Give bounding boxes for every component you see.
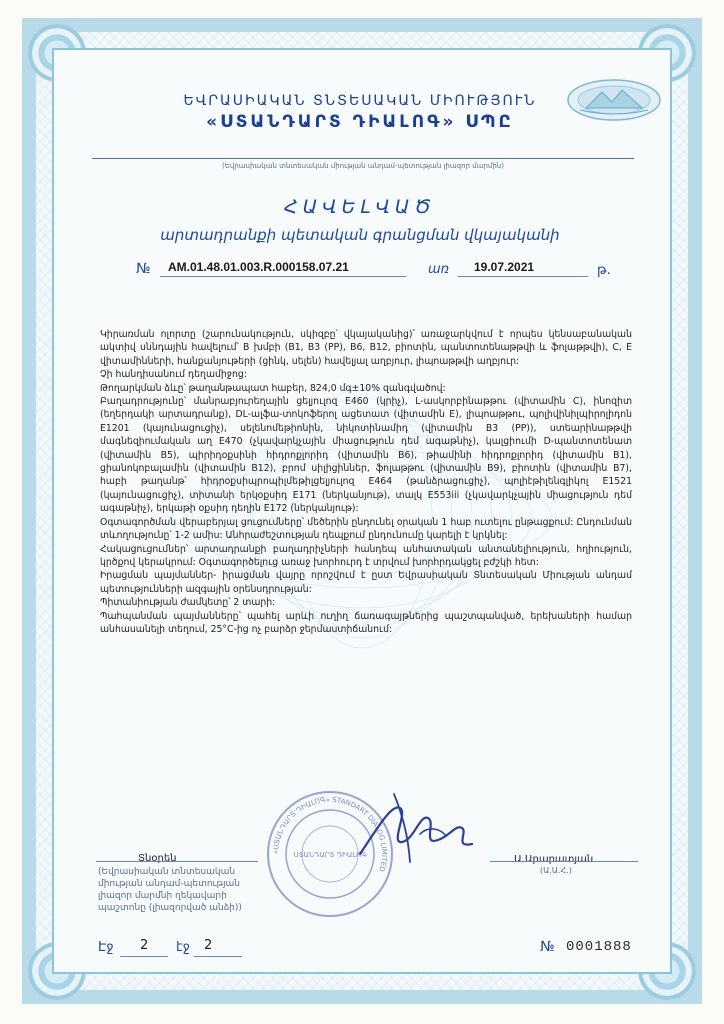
date-label: առ [428,262,450,277]
signer-position-caption: (Եվրասիական տնտեսական միության անդամ-պետության լիազոր մարմնի ղեկավարի պաշտոնը (լիազորված անձի)) [98,867,242,913]
issuer-company-name: «ՍՏԱՆԴԱՐՏ ԴԻԱԼՈԳ» ՍՊԸ [206,112,514,132]
page-total-underline [194,956,242,957]
signature-icon [350,784,480,870]
page-total: 2 [204,938,213,953]
paragraph-usage: Օգտագործման վերաբերյալ ցուցումները՝ մեծերին ընդունել օրական 1 հաբ ուտելու ընթացքում: Ընդունման տևողությունը՝ 1-2 ամիս: Անհրաժեշտության դեպքում ընդունումը կարելի է կրկնել: [100,516,632,542]
year-suffix: թ. [597,263,611,278]
serial-number: 0001888 [566,939,632,955]
signer-name-underline [490,861,638,862]
document-title: ՀԱՎԵԼՎԱԾ [284,196,436,218]
document-subtitle: արտադրանքի պետական գրանցման վկայականի [160,226,560,244]
page-number: 2 [140,938,149,953]
registration-number: AM.01.48.01.003.R.000158.07.21 [168,260,349,274]
page-label: Էջ [98,940,114,955]
page-of-label: էջ [176,940,190,955]
paragraph-storage: Պահպանման պայմանները՝ պահել արևի ուղիղ ճառագայթներից պաշտպանված, երեխաների համար անհասանելի տեղում, 25°C-ից ոչ բարձր ջերմաստիճանում: [100,610,632,635]
paragraph-contraindications: Հակացուցումներ՝ արտադրանքի բաղադրիչների հանդեպ անհատական անտանելիություն, հղիություն, կրծքով կերակրում: Օգտագործելուց առաջ խորհուրդ է տրվում խորհրդակցել բժշկի հետ: [100,543,632,568]
paragraph-release-form: Թողարկման ձևը՝ թաղանթապատ հաբեր, 824,0 մգ±10% զանգվածով: [100,382,446,394]
paragraph-sales-conditions: Իրացման պայմաններ- իրացման վայրը որոշվում է ըստ Եվրասիական Տնտեսական Միության անդամ պետությունների ազգային օրենսդրության: [100,570,632,595]
paragraph-scope: Կիրառման ոլորտը (շարունակություն, սկիզբը՝ վկայականից)՝ առաջարկվում է որպես կենսաբանական ակտիվ սննդային հավելում՝ B խմբի (B1, B3 (PP), B6, B12, բիոտին, պանտոտենաթթվի և ֆոլաթթվի), C, E վիտամինների, հանքանյութերի (ցինկ, սելեն) հավելյալ աղբյուր, լիպոաթթվի աղբյուր: [100,329,632,367]
seal-center-text: ՍՏԱՆԴԱՐՏ ԴԻԱԼՈԳ [293,851,367,859]
issue-date: 19.07.2021 [474,260,535,274]
signer-position: Տնօրեն [138,853,177,864]
emblem-logo-icon [566,78,662,122]
paragraph-not-medicine: Չի հանդիսանում դեղամիջոց: [100,369,247,381]
signer-name-caption: (Ա.Ա.Հ.) [540,866,572,875]
header-divider [92,158,634,159]
seal-ring-text: «ՍՏԱՆԴԱՐՏ ԴԻԱԼՈԳ» STANDART DIALOG LIMITED [271,795,389,873]
page-number-underline [120,956,168,957]
paragraph-composition: Բաղադրությունը՝ մանրաբյուրեղային ցելյուլոզ E460 (կրիչ), L-ասկորբինաթթու (վիտամին C), ինոզիտ (եղերդակի արտադրանք), DL-ալֆա-տոկոֆերոլ ացետատ (վիտամին E), լիպոաթթու, պոլիվինիլպիրոլիդոն E1201 (կայունացուցիչ), սելենոմեթիոնին, նիկոտինամիդ (վիտամին B3 (PP)), ստեարինաթթվի մագնեզիումական աղ E470 (չկավարկչային միացություն դեմ ագաթնիչ), կալցիումի D-պանտոտենատ (վիտամին B5), պիրիդօքսինի հիդրոքլորիդ (վիտամին B6), թիամինի հիդրոքլորիդ (վիտամին B1), ցիանոկոբալամին (վիտամին B12), բրոմ սիլիցիններ, ֆոլաթթու (վիտամին B9), բիոտին (վիտամին B7), հաբի թաղանթ՝ հիդրօքսիպրոպիլմեթիլցելյուլոզ E464 (թանձրացուցիչ), պոլիէթիլենգլիկոլ E1521 (կայունացուցիչ), տիտանի երկօքսիդ E171 (ներկանյութ), տալկ E553iii (չկավարկչային միացություն դեմ ագաթնիչ), երկաթի օքսիդ դեղին E172 (ներկանյութ): [100,396,632,515]
signer-position-underline [96,861,258,862]
date-underline [458,276,588,277]
number-underline [160,276,406,277]
body-text [100,328,632,636]
serial-label: № [540,939,555,955]
issuer-caption: (Եվրասիական տնտեսական միության անդամ-պետության լիազոր մարմին) [222,162,504,170]
issuer-union-name: ԵՎՐԱՍԻԱԿԱՆ ՏՆՏԵՍԱԿԱՆ ՄԻՈՒԹՅՈՒՆ [183,93,537,109]
number-label: № [136,261,151,277]
paragraph-shelf-life: Պիտանիության ժամկետը՝ 2 տարի: [100,597,276,609]
signer-name: Ա.Արարատյան [514,854,594,865]
